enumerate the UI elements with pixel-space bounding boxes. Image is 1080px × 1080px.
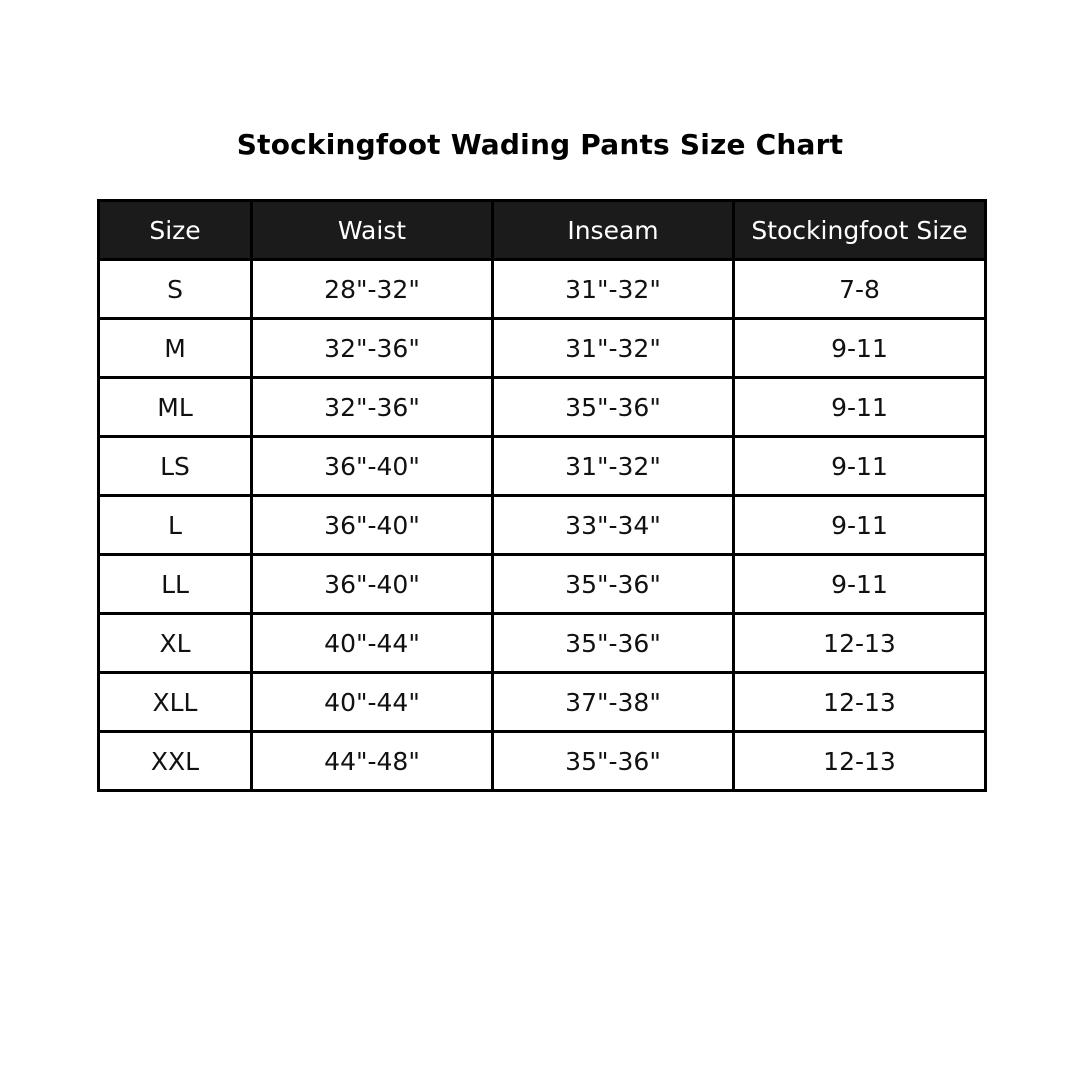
waist-cell: 32"-36": [252, 378, 493, 437]
size-cell: XXL: [99, 732, 252, 791]
size-chart-table: [97, 199, 987, 792]
waist-cell: 36"-40": [252, 496, 493, 555]
table-row: [99, 319, 986, 378]
stockingfoot-size-cell: 12-13: [734, 673, 986, 732]
table-row: [99, 378, 986, 437]
size-cell: LS: [99, 437, 252, 496]
inseam-cell: 33"-34": [493, 496, 734, 555]
page-title: Stockingfoot Wading Pants Size Chart: [236, 128, 844, 161]
size-cell: LL: [99, 555, 252, 614]
table-row: [99, 496, 986, 555]
inseam-cell: 31"-32": [493, 437, 734, 496]
stockingfoot-size-cell: 9-11: [734, 437, 986, 496]
size-cell: XLL: [99, 673, 252, 732]
table-row: [99, 260, 986, 319]
stockingfoot-size-cell: 7-8: [734, 260, 986, 319]
size-cell: XL: [99, 614, 252, 673]
waist-cell: 32"-36": [252, 319, 493, 378]
stockingfoot-size-cell: 9-11: [734, 555, 986, 614]
table-row: [99, 555, 986, 614]
column-header-inseam: Inseam: [493, 201, 734, 260]
stockingfoot-size-cell: 12-13: [734, 614, 986, 673]
waist-cell: 40"-44": [252, 673, 493, 732]
table-row: [99, 614, 986, 673]
size-cell: ML: [99, 378, 252, 437]
inseam-cell: 37"-38": [493, 673, 734, 732]
stockingfoot-size-cell: 9-11: [734, 319, 986, 378]
size-cell: M: [99, 319, 252, 378]
size-cell: L: [99, 496, 252, 555]
waist-cell: 40"-44": [252, 614, 493, 673]
table-row: [99, 673, 986, 732]
table-row: [99, 732, 986, 791]
waist-cell: 36"-40": [252, 555, 493, 614]
size-cell: S: [99, 260, 252, 319]
column-header-size: Size: [99, 201, 252, 260]
waist-cell: 28"-32": [252, 260, 493, 319]
inseam-cell: 31"-32": [493, 319, 734, 378]
stockingfoot-size-cell: 9-11: [734, 378, 986, 437]
table-row: [99, 437, 986, 496]
stockingfoot-size-cell: 12-13: [734, 732, 986, 791]
inseam-cell: 35"-36": [493, 732, 734, 791]
inseam-cell: 31"-32": [493, 260, 734, 319]
column-header-waist: Waist: [252, 201, 493, 260]
waist-cell: 36"-40": [252, 437, 493, 496]
inseam-cell: 35"-36": [493, 614, 734, 673]
inseam-cell: 35"-36": [493, 555, 734, 614]
stockingfoot-size-cell: 9-11: [734, 496, 986, 555]
table-header-row: [99, 201, 986, 260]
waist-cell: 44"-48": [252, 732, 493, 791]
inseam-cell: 35"-36": [493, 378, 734, 437]
column-header-stockingfoot-size: Stockingfoot Size: [734, 201, 986, 260]
